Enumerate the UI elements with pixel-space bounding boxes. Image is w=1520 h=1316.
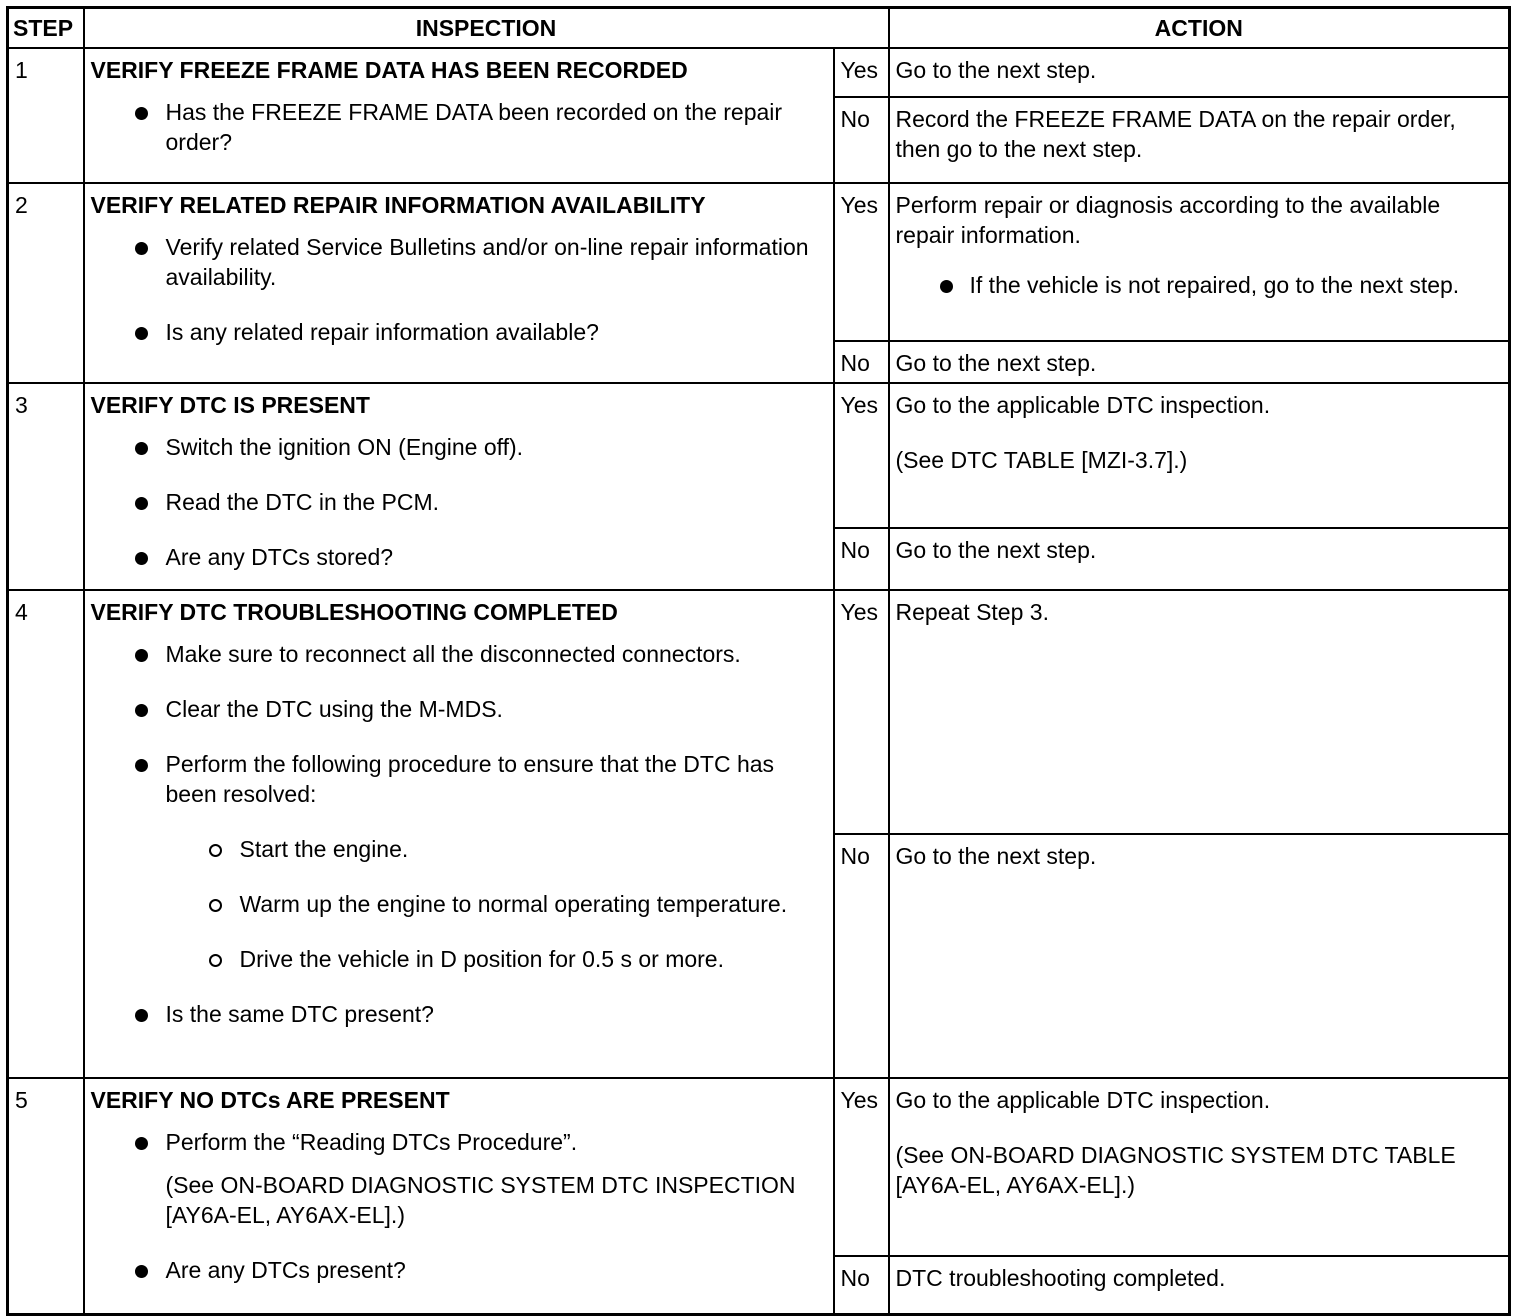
yes-label: Yes — [834, 383, 889, 528]
bullet-item: Perform the “Reading DTCs Procedure”. — [91, 1127, 827, 1157]
no-action: Go to the next step. — [889, 834, 1510, 1078]
inspection-cell — [84, 590, 834, 1078]
action-reference: (See DTC TABLE [MZI-3.7].) — [895, 447, 1188, 473]
inspection-cell — [84, 383, 834, 590]
sub-bullet-item: Start the engine. — [91, 834, 827, 864]
inspection-cell — [84, 1078, 834, 1314]
yes-action — [889, 1078, 1510, 1256]
yes-label: Yes — [834, 183, 889, 341]
bullet-note: (See ON-BOARD DIAGNOSTIC SYSTEM DTC INSPECTION [AY6A-EL, AY6AX-EL].) — [165, 1172, 796, 1228]
no-label: No — [834, 834, 889, 1078]
yes-action: Repeat Step 3. — [889, 590, 1510, 834]
action-bullet: If the vehicle is not repaired, go to the next step. — [896, 270, 1503, 300]
inspection-cell — [84, 183, 834, 383]
action-text: Go to the applicable DTC inspection. — [895, 392, 1271, 418]
bullet-item: Is the same DTC present? — [91, 999, 827, 1029]
no-label: No — [834, 341, 889, 383]
step-number: 2 — [8, 183, 84, 383]
no-action: Go to the next step. — [889, 341, 1510, 383]
table-row — [8, 1078, 1510, 1256]
step-column-header: STEP — [8, 8, 84, 49]
bullet-item: Are any DTCs stored? — [91, 542, 827, 572]
bullet-item: Is any related repair information available? — [91, 317, 827, 347]
table-row — [8, 590, 1510, 834]
step-title: VERIFY FREEZE FRAME DATA HAS BEEN RECORDED — [90, 57, 688, 83]
inspection-column-header: INSPECTION — [84, 8, 889, 49]
no-action: Go to the next step. — [889, 528, 1510, 590]
table-header-row — [8, 8, 1510, 49]
table-row — [8, 48, 1510, 97]
diagnostic-procedure-table — [6, 6, 1511, 1316]
yes-action — [889, 183, 1510, 341]
yes-label: Yes — [834, 48, 889, 97]
step-number: 4 — [8, 590, 84, 1078]
inspection-cell — [84, 48, 834, 183]
yes-action — [889, 383, 1510, 528]
action-column-header: ACTION — [889, 8, 1510, 49]
sub-bullet-item: Drive the vehicle in D position for 0.5 s or more. — [91, 944, 827, 974]
step-title: VERIFY DTC TROUBLESHOOTING COMPLETED — [90, 599, 618, 625]
table-row — [8, 183, 1510, 341]
no-label: No — [834, 528, 889, 590]
action-text: Go to the applicable DTC inspection. — [895, 1087, 1271, 1113]
bullet-item: Clear the DTC using the M-MDS. — [91, 694, 827, 724]
bullet-item: Verify related Service Bulletins and/or on-line repair information availability. — [91, 232, 827, 292]
yes-action: Go to the next step. — [889, 48, 1510, 97]
step-title: VERIFY RELATED REPAIR INFORMATION AVAILABILITY — [90, 192, 706, 218]
bullet-item: Read the DTC in the PCM. — [91, 487, 827, 517]
action-text: Perform repair or diagnosis according to the available repair information. — [895, 192, 1441, 248]
step-number: 1 — [8, 48, 84, 183]
step-title: VERIFY DTC IS PRESENT — [90, 392, 370, 418]
bullet-item: Has the FREEZE FRAME DATA been recorded on the repair order? — [91, 97, 827, 157]
yes-label: Yes — [834, 1078, 889, 1256]
bullet-item: Make sure to reconnect all the disconnected connectors. — [91, 639, 827, 669]
yes-label: Yes — [834, 590, 889, 834]
bullet-item: Switch the ignition ON (Engine off). — [91, 432, 827, 462]
step-number: 5 — [8, 1078, 84, 1314]
sub-bullet-item: Warm up the engine to normal operating temperature. — [91, 889, 827, 919]
table-row — [8, 383, 1510, 528]
no-label: No — [834, 1256, 889, 1314]
no-action: DTC troubleshooting completed. — [889, 1256, 1510, 1314]
step-number: 3 — [8, 383, 84, 590]
action-reference: (See ON-BOARD DIAGNOSTIC SYSTEM DTC TABLE [AY6A-EL, AY6AX-EL].) — [895, 1142, 1456, 1198]
no-label: No — [834, 97, 889, 183]
no-action: Record the FREEZE FRAME DATA on the repair order, then go to the next step. — [889, 97, 1510, 183]
bullet-item: Perform the following procedure to ensure that the DTC has been resolved: — [91, 749, 827, 809]
step-title: VERIFY NO DTCs ARE PRESENT — [90, 1087, 450, 1113]
bullet-item: Are any DTCs present? — [91, 1255, 827, 1285]
